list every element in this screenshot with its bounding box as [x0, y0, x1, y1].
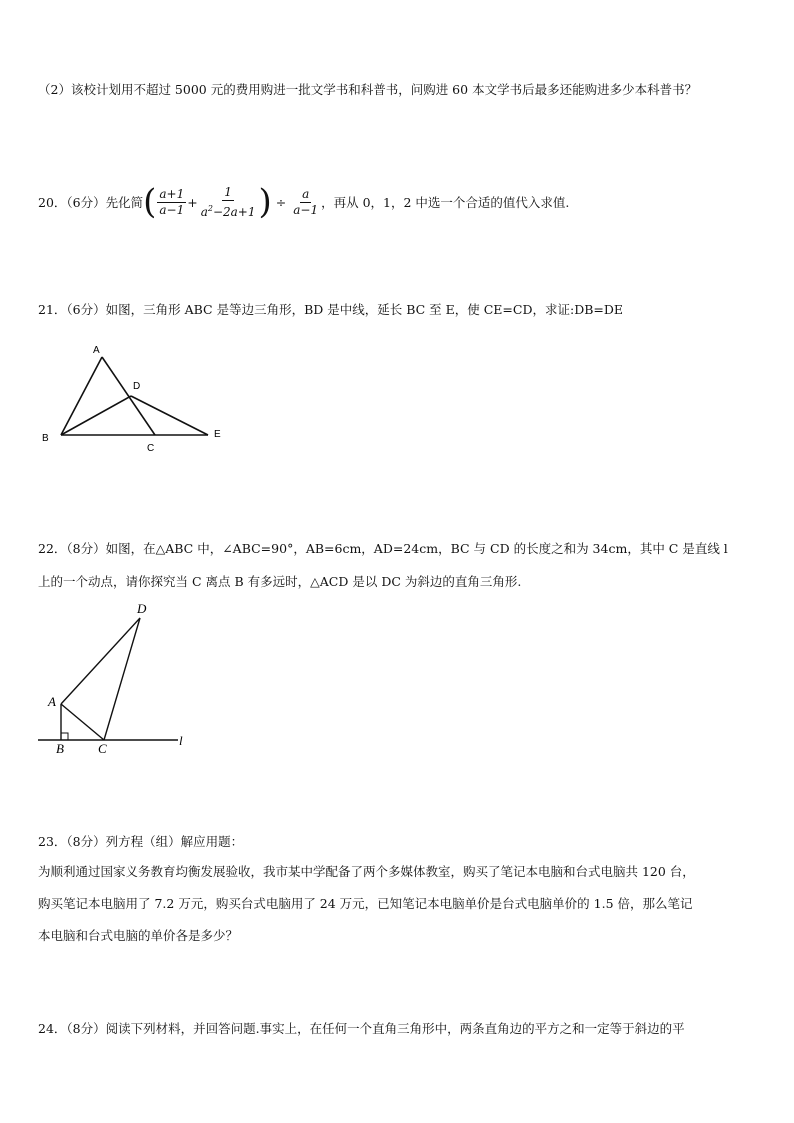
label-A: A — [48, 694, 56, 709]
q21-text: 21．（6分）如图，三角形 ABC 是等边三角形，BD 是中线，延长 BC 至 E，使 CE=CD，求证:DB=DE — [38, 302, 624, 317]
fraction-3-denominator: a−1 — [293, 202, 319, 217]
fraction-1 — [157, 187, 186, 218]
q20-question — [38, 177, 569, 227]
q22-figure — [30, 598, 205, 760]
segment-AD — [61, 618, 140, 704]
label-C: C — [147, 443, 155, 454]
fraction-3 — [291, 187, 320, 218]
fraction-2-denominator — [199, 201, 258, 220]
q20-suffix: ，再从 0，1，2 中选一个合适的值代入求值. — [321, 195, 570, 210]
q23-line3: 本电脑和台式电脑的单价各是多少？ — [38, 928, 239, 943]
q20-prefix: 20．（6分）先化简 — [38, 195, 144, 210]
q24-line1: 24．（8分）阅读下列材料，并回答问题.事实上，在任何一个直角三角形中，两条直角边的平方之和一定等于斜边的平 — [38, 1021, 685, 1036]
label-A: A — [93, 345, 100, 356]
fraction-3-numerator: a — [302, 186, 310, 201]
q23-line1: 为顺利通过国家义务教育均衡发展验收，我市某中学配备了两个多媒体教室，购买了笔记本电脑和台式电脑共 120 台， — [38, 864, 695, 879]
fraction-1-numerator: a+1 — [159, 186, 185, 201]
q23-line2: 购买笔记本电脑用了 7.2 万元，购买台式电脑用了 24 万元，已知笔记本电脑单价是台式电脑单价的 1.5 倍，那么笔记 — [38, 896, 693, 911]
segment-AC — [61, 704, 104, 740]
edge-AC — [102, 357, 155, 435]
left-paren: ( — [143, 182, 157, 222]
label-C: C — [98, 741, 107, 756]
q22-line2: 上的一个动点，请你探究当 C 离点 B 有多远时，△ACD 是以 DC 为斜边的直角三角形. — [38, 574, 522, 589]
divide-sign: ÷ — [275, 194, 287, 210]
fraction-2-numerator: 1 — [224, 184, 232, 199]
fraction-1-denominator: a−1 — [159, 202, 185, 217]
segment-DC — [104, 618, 140, 740]
label-E: E — [214, 429, 221, 440]
q23-title: 23．（8分）列方程（组）解应用题： — [38, 834, 244, 849]
right-paren: ) — [258, 182, 272, 222]
fraction-2-den-a: a — [200, 204, 208, 219]
label-B: B — [42, 433, 49, 444]
label-B: B — [56, 741, 64, 756]
q21-figure — [30, 335, 230, 460]
label-l: l — [179, 733, 183, 748]
q19-part2: （2）该校计划用不超过 5000 元的费用购进一批文学书和科普书，问购进 60 本文学书后最多还能购进多少本科普书？ — [38, 82, 698, 97]
q22-line1: 22．（8分）如图，在△ABC 中，∠ABC=90°，AB=6cm，AD=24cm，BC 与 CD 的长度之和为 34cm，其中 C 是直线 l — [38, 541, 728, 556]
fraction-2-den-exponent: 2 — [207, 203, 213, 213]
right-angle-mark — [61, 733, 68, 740]
label-D: D — [133, 381, 141, 392]
fraction-2 — [199, 185, 258, 220]
label-D: D — [137, 601, 147, 616]
plus-sign: + — [187, 194, 198, 210]
fraction-2-den-rest: −2a+1 — [212, 204, 256, 219]
